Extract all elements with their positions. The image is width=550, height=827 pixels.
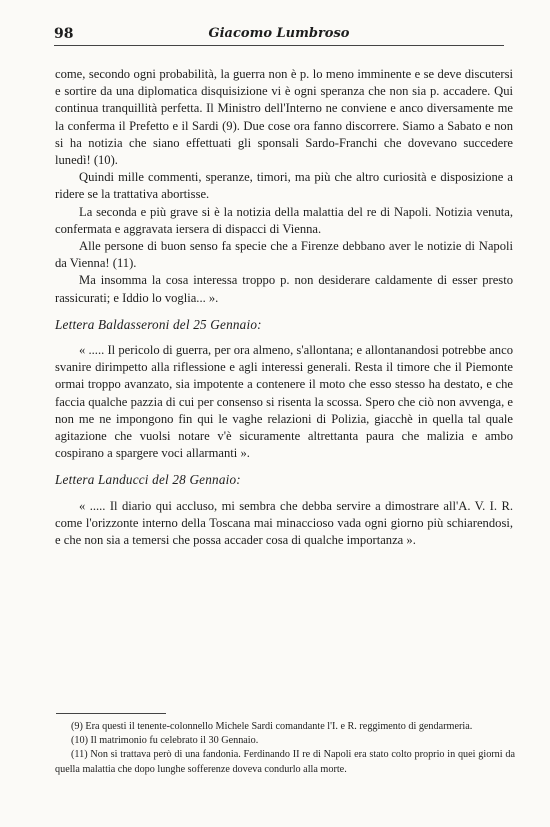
footnote-11: (11) Non si trattava però di una fandonia. Ferdinando II re di Napoli era stato colto proprio in quei giorni da quella malattia che dopo lunghe sofferenze doveva condurlo alla morte.: [55, 749, 515, 775]
paragraph-1: come, secondo ogni probabilità, la guerra non è p. lo meno imminente e se deve discutersi e sortire da una diplomatica disquisizione vi è ogni speranza che non sia p. accadere. Qui continua tranquillità perfetta. Il Ministro dell'Interno ne conviene e anco diversamente me la conferma il Prefetto e il Sardi (9). Due cose ora fanno discorrere. Siamo a Sabato e non si ha notizia che siano effettuati gli sponsali Sardo-Franchi che dovevano succedere lunedì! (10).: [55, 67, 513, 168]
page-number: 98: [54, 26, 74, 42]
paragraph-4: Alle persone di buon senso fa specie che a Firenze debbano aver le notizie di Napoli da Vienna! (11).: [55, 239, 513, 271]
paragraph-2: Quindi mille commenti, speranze, timori, ma più che altro curiosità e disposizione a ridere se la trattativa abortisse.: [55, 170, 513, 202]
letter-heading-baldasseroni: Lettera Baldasseroni del 25 Gennaio:: [55, 316, 262, 332]
running-head: Giacomo Lumbroso: [208, 26, 350, 41]
footnotes-rule: [56, 713, 166, 714]
paragraph-3: La seconda e più grave si è la notizia della malattia del re di Napoli. Notizia venuta, confermata e aggravata iersera di dispacci di Vienna.: [55, 204, 513, 236]
paragraph-5: Ma insomma la cosa interessa troppo p. non desiderare caldamente di esser presto rassicurati; e Iddio lo voglia... ».: [55, 273, 513, 305]
footnote-9: (9) Era questi il tenente-colonnello Michele Sardi comandante l'I. e R. reggimento di gendarmeria.: [71, 721, 473, 732]
letter-heading-landucci: Lettera Landucci del 28 Gennaio:: [55, 472, 241, 488]
page-header: [54, 26, 504, 46]
header-rule: [54, 45, 504, 46]
footnotes: [55, 720, 515, 777]
letter-landucci-text: « ..... Il diario qui accluso, mi sembra che debba servire a dimostrare all'A. V. I. R. come l'orizzonte interno della Toscana mai minaccioso vada ogni giorno più schiarendosi, e che non sia a temersi che possa accader cosa di qualche importanza ».: [55, 498, 513, 548]
letter-baldasseroni-text: « ..... Il pericolo di guerra, per ora almeno, s'allontana; e allontanandosi potrebbe anco svanire dirimpetto alla riflessione e agli interessi generali. Resta il timore che il Piemonte ormai troppo avanzato, sia impotente a contenere il moto che esso stesso ha destato, e che faccia qualche pazzia di cui per consenso si risenta la scossa. Spero che ciò non avvenga, e non me ne impongono fin qui le vaghe relazioni di Polizia, giacchè in quella tal quale agitazione che vuolsi notare v'è sicuramente altrettanta paura che malizia e ambo cospirano a spargere voci allarmanti ».: [55, 343, 513, 461]
footnote-10: (10) Il matrimonio fu celebrato il 30 Gennaio.: [71, 735, 259, 747]
body-text: [55, 66, 513, 549]
